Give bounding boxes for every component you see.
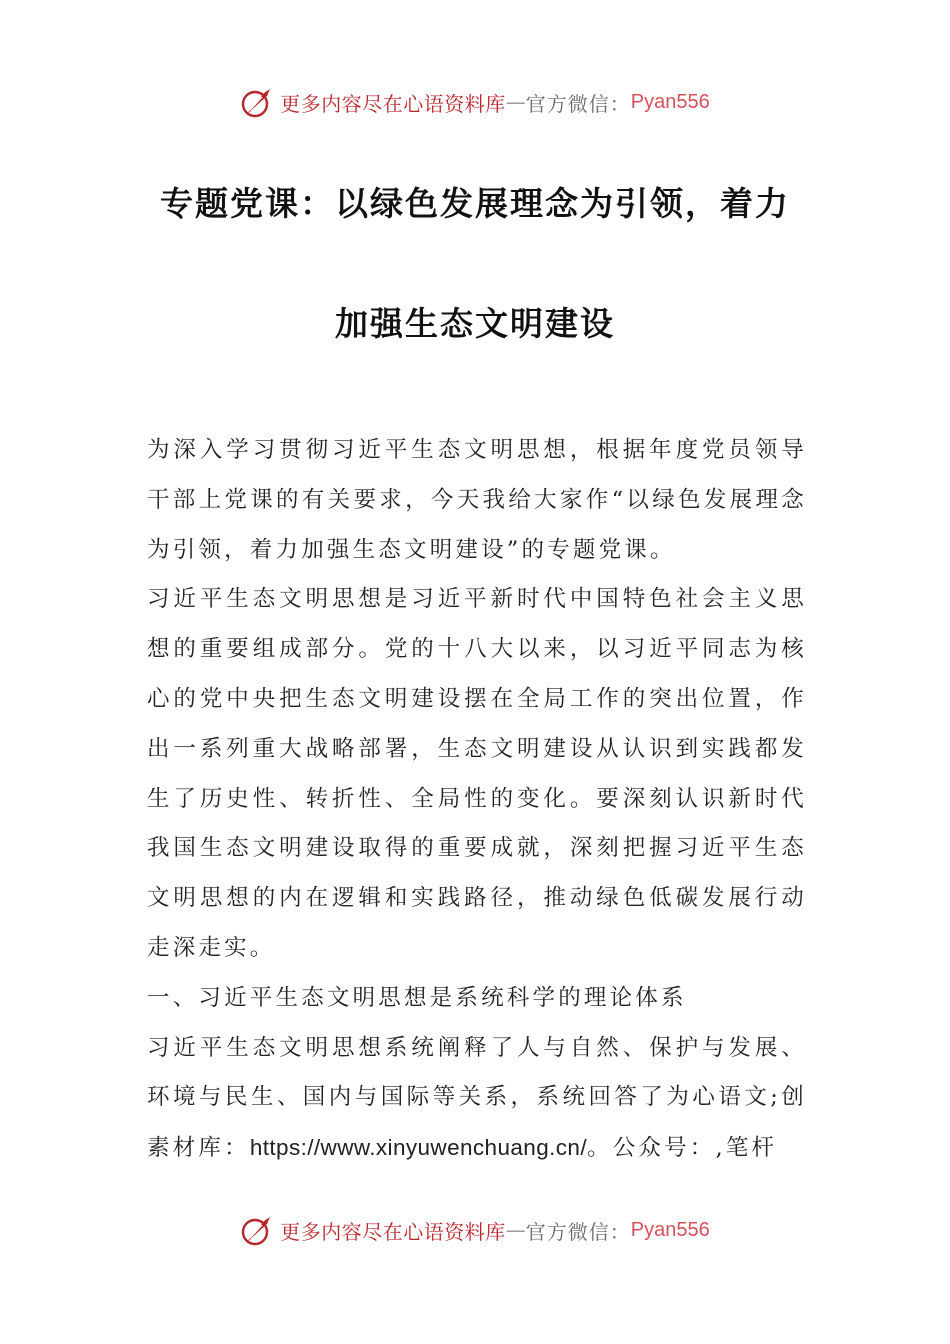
document-body [147,426,807,1174]
banner-separator: — [505,90,526,114]
quill-logo-icon [240,1213,274,1247]
banner-wechat-id: Pyan556 [630,1218,710,1241]
banner-main-text: 更多内容尽在心语资料库 [280,1219,506,1244]
body-paragraph: 为深入学习贯彻习近平生态文明思想，根据年度党员领导干部上党课的有关要求，今天我给大家作“以绿色发展理念为引领，着力加强生态文明建设”的专题党课。 [147,437,807,563]
banner-wechat-label: 官方微信： [525,1219,631,1244]
banner-main-text: 更多内容尽在心语资料库 [280,91,506,116]
website-link[interactable]: https://www.xinyuwenchuang.cn/ [249,1135,587,1161]
last-paragraph-tail: 。公众号：,笔杆 [587,1135,778,1162]
document-title-line-1: 专题党课：以绿色发展理念为引领，着力 [160,184,790,223]
footer-watermark [0,1210,950,1250]
body-paragraph-last [147,1024,807,1174]
banner-wechat-label: 官方微信： [525,91,631,116]
banner-wechat-id: Pyan556 [630,90,710,113]
body-paragraph: 习近平生态文明思想是习近平新时代中国特色社会主义思想的重要组成部分。党的十八大以来，以习近平同志为核心的党中央把生态文明建设摆在全局工作的突出位置，作出一系列重大战略部署，生态文明建设从认识到实践都发生了历史性、转折性、全局性的变化。要深刻认识新时代我国生态文明建设取得的重要成就，深刻把握习近平生态文明思想的内在逻辑和实践路径，推动绿色低碳发展行动走深走实。 [147,586,807,961]
quill-logo-icon [240,85,274,119]
section-heading: 一、习近平生态文明思想是系统科学的理论体系 [147,984,687,1011]
banner-separator: — [505,1218,526,1242]
last-paragraph-text: 习近平生态文明思想系统阐释了人与自然、保护与发展、环境与民生、国内与国际等关系，系统回答了为心语文;创素材库： [147,1034,807,1162]
header-watermark [0,82,950,122]
document-title-line-2: 加强生态文明建设 [335,304,615,343]
